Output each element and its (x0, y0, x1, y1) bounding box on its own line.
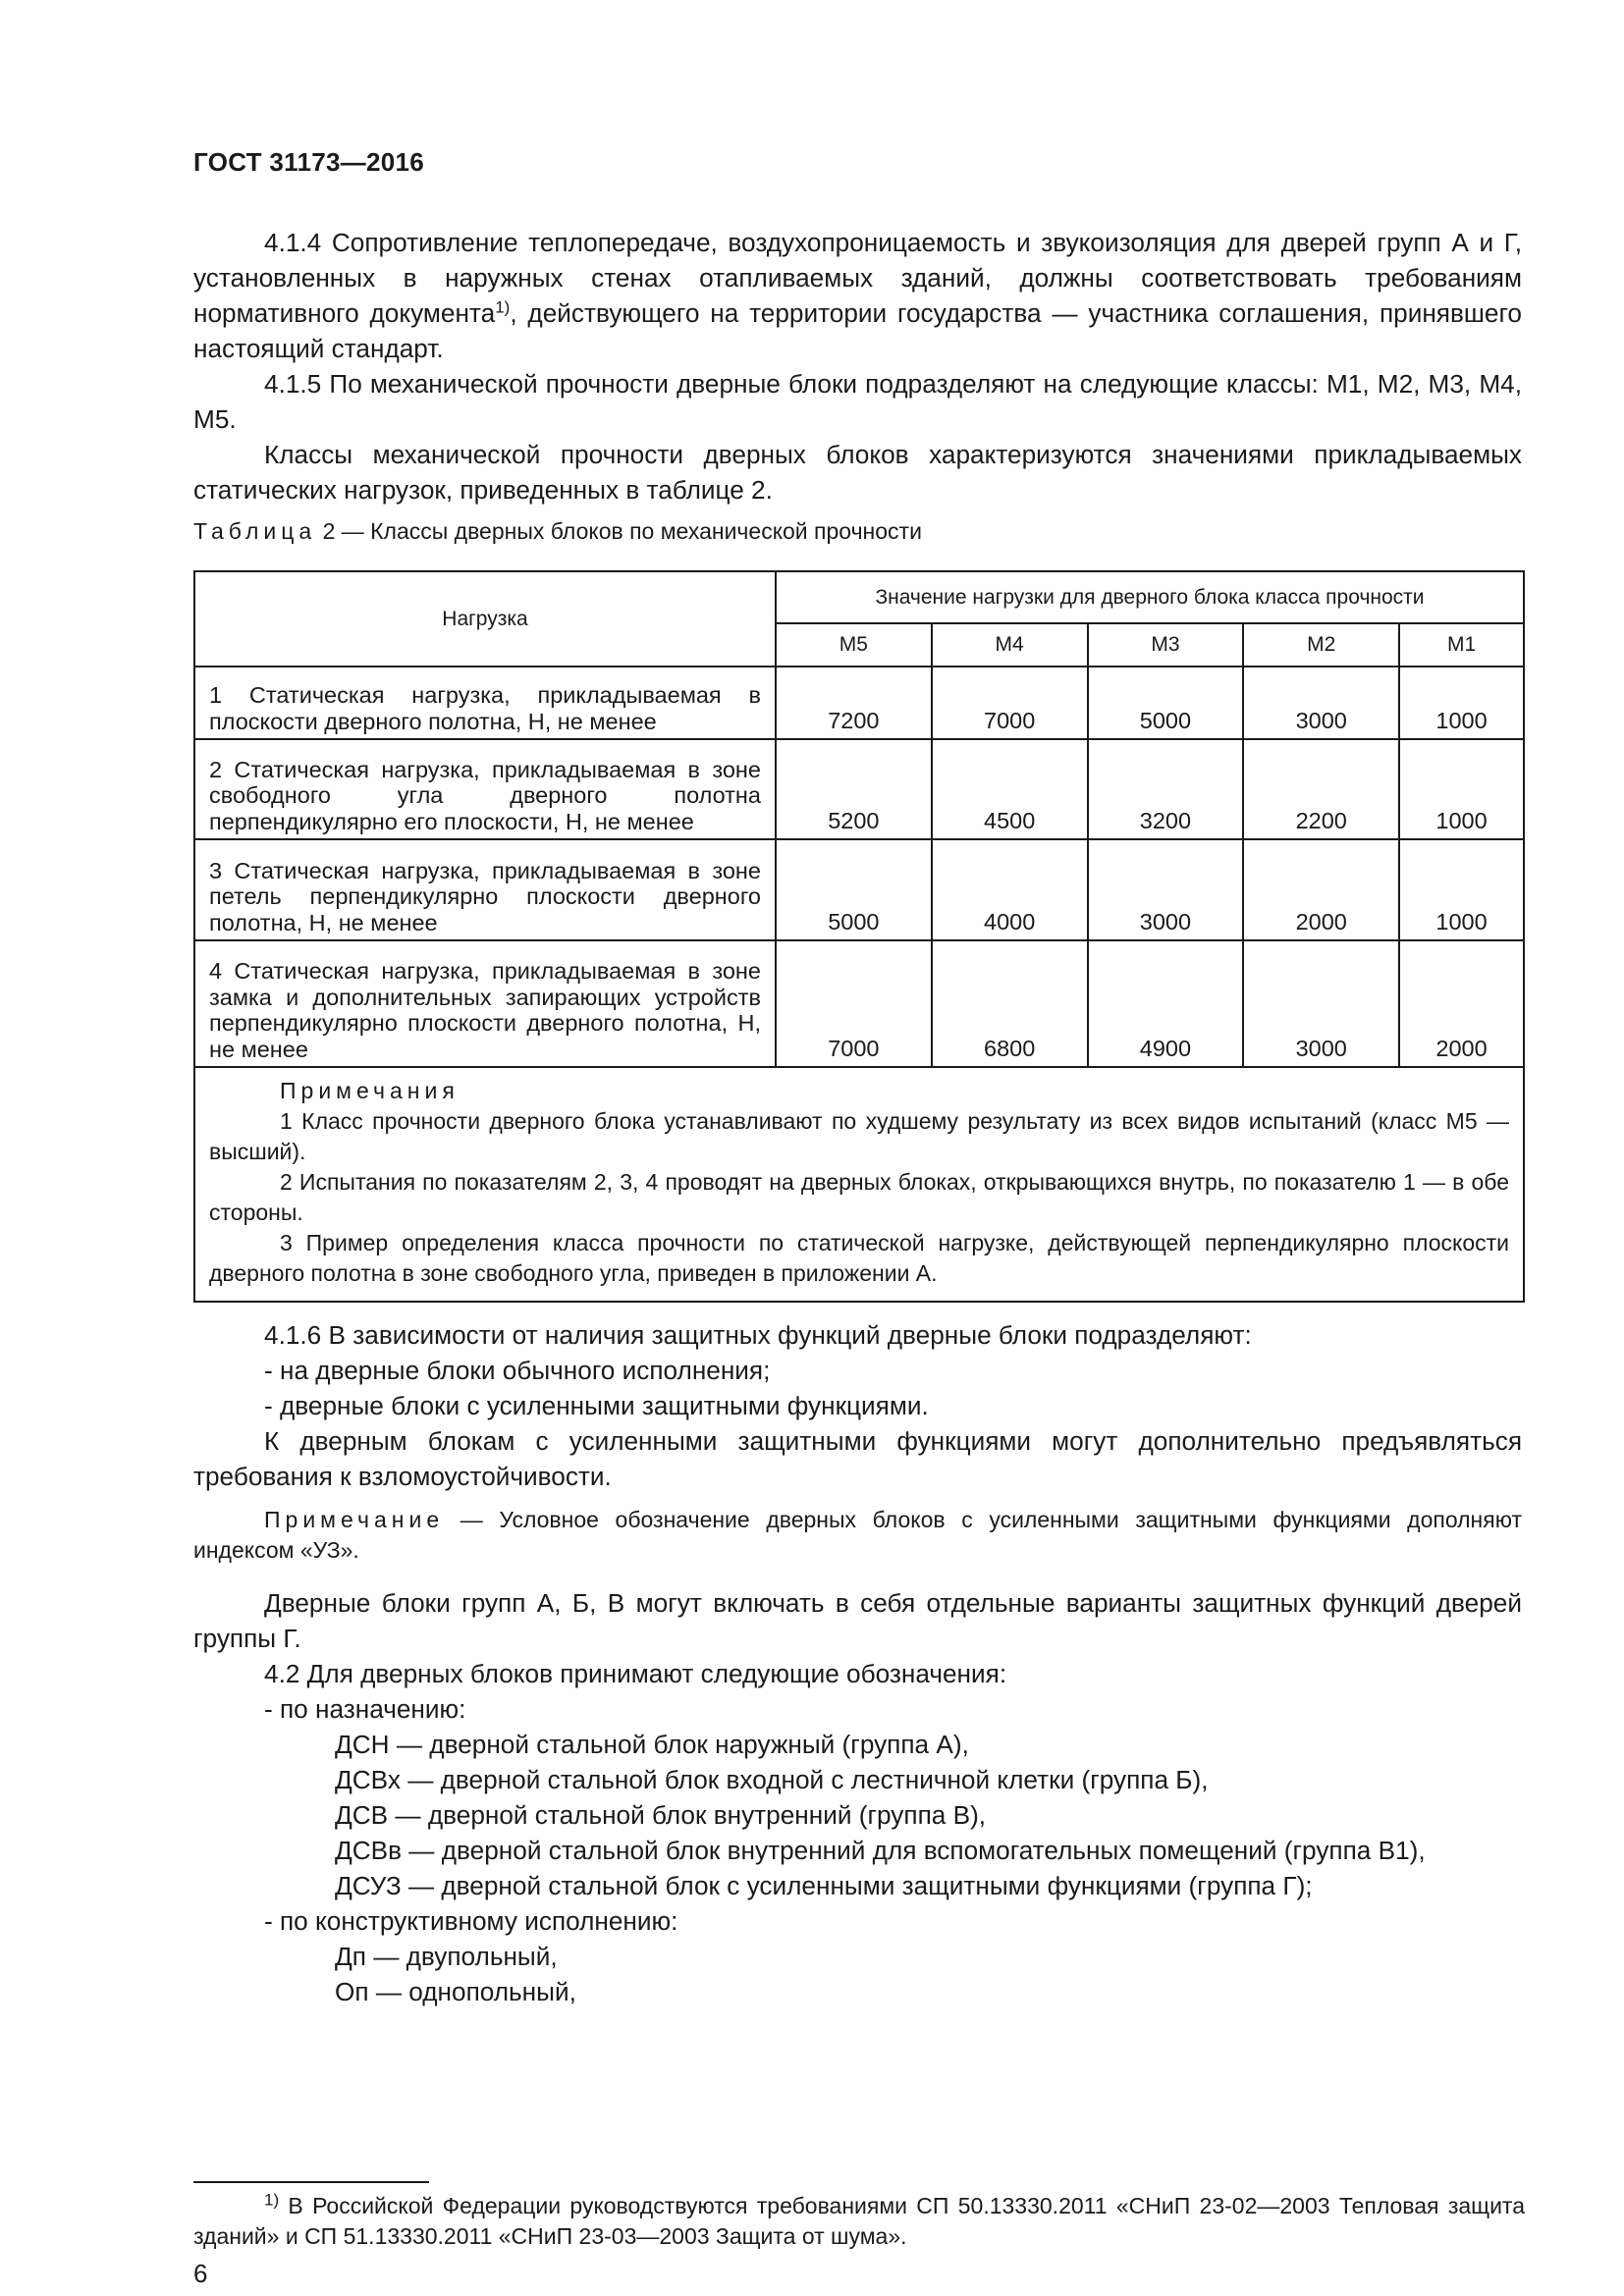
paragraph-classes: Классы механической прочности дверных блоков характеризуются значениями прикладываемых статических нагрузок, приведенных в таблице 2. (193, 440, 1522, 505)
table-caption: Таблица 2 — Классы дверных блоков по механической прочности (193, 518, 922, 544)
footnote (193, 2191, 1525, 2252)
paragraph-4-2: 4.2 Для дверных блоков принимают следующие обозначения: (264, 1659, 1007, 1688)
section-4-2 (193, 1585, 1522, 2009)
table-row (194, 667, 1524, 739)
class-header: М3 (1088, 623, 1244, 667)
note-item: 2 Испытания по показателям 2, 3, 4 проводят на дверных блоках, открывающихся внутрь, по показателю 1 — в обе стороны. (209, 1169, 1509, 1225)
value-cell: 5200 (776, 739, 932, 839)
purpose-label: - по назначению: (264, 1694, 466, 1724)
value-cell: 4000 (932, 839, 1088, 940)
purpose-item: ДСВ — дверной стальной блок внутренний (группа В), (335, 1800, 987, 1830)
strength-classes-table (193, 570, 1525, 1303)
value-cell: 5000 (1088, 667, 1244, 739)
purpose-item: ДСВх — дверной стальной блок входной с лестничной клетки (группа Б), (335, 1765, 1209, 1794)
footnote-ref: 1) (495, 297, 511, 317)
footnote-marker: 1) (264, 2190, 280, 2210)
value-cell: 1000 (1399, 739, 1524, 839)
value-cell: 2000 (1399, 940, 1524, 1067)
value-cell: 3000 (1243, 667, 1399, 739)
design-item: Дп — двупольный, (335, 1942, 558, 1971)
inline-note-label: Примечание (264, 1507, 445, 1532)
footnote-divider (193, 2181, 429, 2183)
paragraph-groups: Дверные блоки групп А, Б, В могут включать в себя отдельные варианты защитных функций дверей группы Г. (193, 1588, 1522, 1653)
header-value: Значение нагрузки для дверного блока класса прочности (776, 571, 1524, 623)
page-number: 6 (193, 2259, 208, 2288)
paragraph-4-1-5: 4.1.5 По механической прочности дверные блоки подразделяют на следующие классы: М1, М2, М3, М4, М5. (193, 369, 1522, 434)
intro-section (193, 225, 1522, 507)
value-cell: 7000 (932, 667, 1088, 739)
header-load: Нагрузка (194, 571, 776, 667)
value-cell: 2200 (1243, 739, 1399, 839)
purpose-item: ДСН — дверной стальной блок наружный (группа А), (335, 1730, 969, 1759)
list-item: - дверные блоки с усиленными защитными функциями. (264, 1391, 929, 1420)
note-item: 3 Пример определения класса прочности по статической нагрузке, действующей перпендикулярно плоскости дверного полотна в зоне свободного угла, приведен в приложении А. (209, 1230, 1509, 1286)
value-cell: 2000 (1243, 839, 1399, 940)
class-header: М4 (932, 623, 1088, 667)
paragraph-burglary: К дверным блокам с усиленными защитными функциями могут дополнительно предъявляться требования к взломоустойчивости. (193, 1426, 1522, 1491)
inline-note (193, 1505, 1522, 1566)
table-row (194, 839, 1524, 940)
value-cell: 4900 (1088, 940, 1244, 1067)
footnote-text: В Российской Федерации руководствуются требованиями СП 50.13330.2011 «СНиП 23-02—2003 Тепловая защита зданий» и СП 51.13330.2011 «СНиП 23-03—2003 Защита от шума». (193, 2193, 1525, 2249)
load-cell: 2 Статическая нагрузка, прикладываемая в зоне свободного угла дверного полотна перпендикулярно его плоскости, Н, не менее (194, 739, 776, 839)
design-label: - по конструктивному исполнению: (264, 1906, 678, 1936)
class-header: М2 (1243, 623, 1399, 667)
table-row (194, 940, 1524, 1067)
document-header: ГОСТ 31173—2016 (193, 147, 425, 177)
paragraph-4-1-4: 4.1.4 Сопротивление теплопередаче, воздухопроницаемость и звукоизоляция для дверей групп А и Г, установленных в наружных стенах отапливаемых зданий, должны соответствовать требованиям нормативного документа$^{1)}$, действующего на территории государства — участника соглашения, принявшего настоящий стандарт. (193, 228, 1522, 363)
table-notes (194, 1067, 1524, 1302)
class-header: М5 (776, 623, 932, 667)
note-item: 1 Класс прочности дверного блока устанавливают по худшему результату из всех видов испытаний (класс М5 — высший). (209, 1108, 1509, 1164)
value-cell: 1000 (1399, 839, 1524, 940)
value-cell: 1000 (1399, 667, 1524, 739)
load-cell: 1 Статическая нагрузка, прикладываемая в плоскости дверного полотна, Н, не менее (194, 667, 776, 739)
design-item: Оп — однопольный, (335, 1977, 576, 2006)
table-notes-row (194, 1067, 1524, 1302)
inline-note-text: — Условное обозначение дверных блоков с усиленными защитными функциями дополняют индексом «УЗ». (193, 1507, 1522, 1563)
value-cell: 6800 (932, 940, 1088, 1067)
list-item: - на дверные блоки обычного исполнения; (264, 1356, 771, 1385)
value-cell: 4500 (932, 739, 1088, 839)
value-cell: 3000 (1088, 839, 1244, 940)
notes-title: Примечания (280, 1078, 460, 1103)
purpose-item: ДСВв — дверной стальной блок внутренний для вспомогательных помещений (группа В1), (335, 1836, 1426, 1865)
paragraph-4-1-6: 4.1.6 В зависимости от наличия защитных функций дверные блоки подразделяют: (264, 1320, 1252, 1350)
value-cell: 3200 (1088, 739, 1244, 839)
value-cell: 5000 (776, 839, 932, 940)
table-row (194, 739, 1524, 839)
class-header: М1 (1399, 623, 1524, 667)
load-cell: 3 Статическая нагрузка, прикладываемая в зоне петель перпендикулярно плоскости дверного полотна, Н, не менее (194, 839, 776, 940)
value-cell: 7000 (776, 940, 932, 1067)
load-cell: 4 Статическая нагрузка, прикладываемая в зоне замка и дополнительных запирающих устройств перпендикулярно плоскости дверного полотна, Н, не менее (194, 940, 776, 1067)
value-cell: 3000 (1243, 940, 1399, 1067)
value-cell: 7200 (776, 667, 932, 739)
purpose-item: ДСУЗ — дверной стальной блок с усиленными защитными функциями (группа Г); (335, 1871, 1313, 1900)
section-4-1-6 (193, 1317, 1522, 1494)
